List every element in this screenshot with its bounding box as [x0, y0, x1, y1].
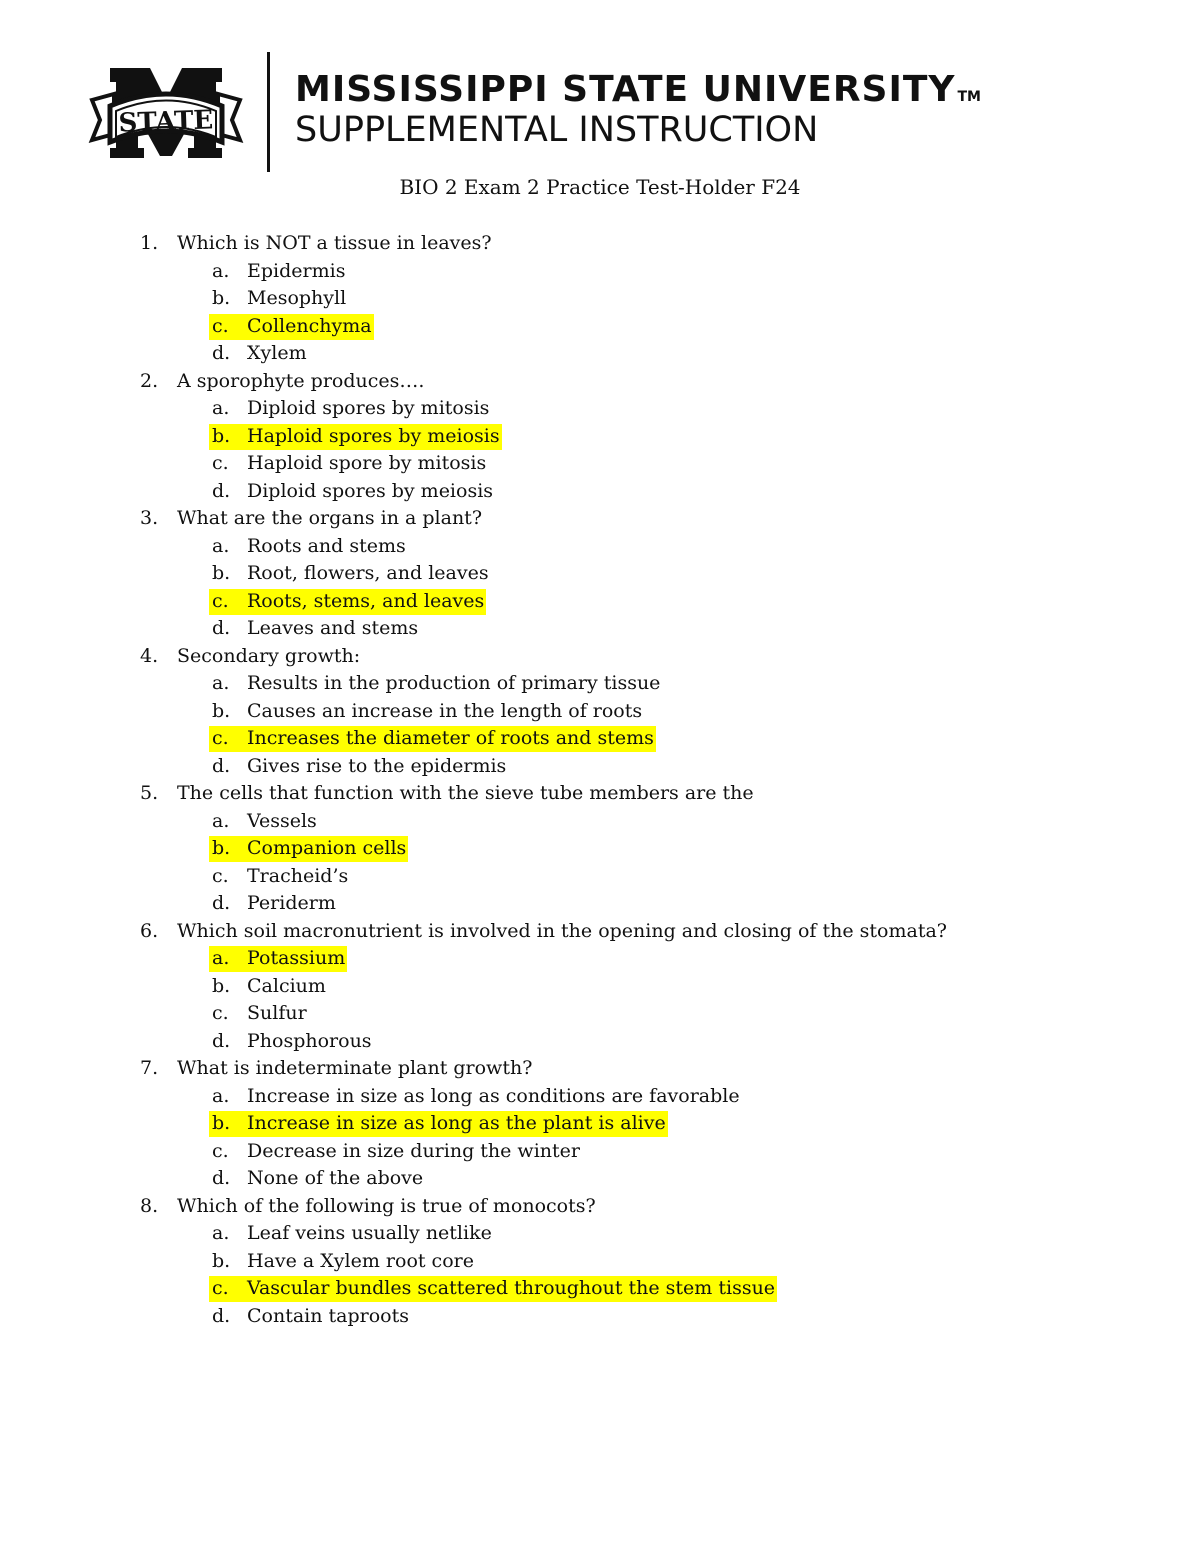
question-number: 2. — [140, 369, 159, 392]
answer-option — [0, 973, 1200, 1001]
answer-option — [0, 258, 1200, 286]
option-text: None of the above — [247, 1167, 424, 1189]
option-text: Gives rise to the epidermis — [247, 754, 507, 777]
option-text: Roots and stems — [247, 534, 406, 557]
trademark-mark: TM — [957, 89, 981, 105]
option-text: Decrease in size during the winter — [247, 1139, 580, 1162]
option-letter: a. — [212, 672, 230, 694]
option-text: Increase in size as long as the plant is alive — [247, 1112, 666, 1134]
option-letter: b. — [212, 837, 231, 859]
answer-option — [0, 340, 1200, 368]
answer-option — [0, 533, 1200, 561]
answer-option — [0, 863, 1200, 891]
option-text: Xylem — [247, 342, 307, 364]
university-name-text: MISSISSIPPI STATE UNIVERSITY — [295, 69, 956, 110]
option-text: Vessels — [247, 809, 317, 832]
question-number: 1. — [140, 232, 159, 254]
answer-option — [0, 1303, 1200, 1331]
option-letter: a. — [212, 259, 230, 282]
option-text: Calcium — [247, 974, 326, 997]
question-text: A sporophyte produces…. — [177, 369, 425, 392]
option-text: Sulfur — [247, 1002, 307, 1024]
question-2 — [0, 368, 1200, 396]
question-text: Secondary growth: — [177, 644, 361, 667]
option-letter: c. — [212, 314, 229, 337]
answer-option — [0, 450, 1200, 478]
answer-option-correct — [0, 725, 1200, 753]
question-3 — [0, 505, 1200, 533]
option-letter: a. — [212, 397, 230, 419]
option-letter: c. — [212, 864, 229, 887]
question-7 — [0, 1055, 1200, 1083]
answer-option — [0, 1248, 1200, 1276]
option-text: Haploid spore by mitosis — [247, 452, 487, 474]
answer-option — [0, 1000, 1200, 1028]
question-text: The cells that function with the sieve tube members are the — [177, 782, 754, 804]
option-text: Leaves and stems — [247, 617, 419, 639]
option-text: Have a Xylem root core — [247, 1249, 474, 1272]
option-letter: d. — [212, 479, 231, 502]
option-letter: a. — [212, 1084, 230, 1107]
question-text: Which soil macronutrient is involved in the opening and closing of the stomata? — [177, 919, 947, 942]
question-number: 3. — [140, 507, 159, 529]
option-letter: d. — [212, 1304, 231, 1327]
answer-option — [0, 1165, 1200, 1193]
question-1 — [0, 230, 1200, 258]
option-text: Potassium — [247, 947, 346, 969]
answer-option — [0, 560, 1200, 588]
question-text: What are the organs in a plant? — [177, 507, 483, 529]
question-list — [0, 230, 1200, 1330]
option-text: Increases the diameter of roots and stems — [247, 727, 654, 749]
option-text: Diploid spores by mitosis — [247, 397, 490, 419]
option-text: Periderm — [247, 892, 336, 914]
option-letter: b. — [212, 1112, 231, 1134]
option-letter: b. — [212, 562, 231, 584]
question-number: 8. — [140, 1194, 159, 1217]
answer-option — [0, 670, 1200, 698]
option-letter: d. — [212, 342, 231, 364]
option-letter: d. — [212, 892, 231, 914]
option-letter: c. — [212, 727, 229, 749]
answer-option-correct — [0, 313, 1200, 341]
option-text: Vascular bundles scattered throughout the stem tissue — [247, 1277, 776, 1299]
option-text: Roots, stems, and leaves — [247, 589, 485, 612]
option-letter: c. — [212, 1139, 229, 1162]
option-letter: c. — [212, 452, 229, 474]
option-letter: b. — [212, 974, 231, 997]
option-text: Causes an increase in the length of roots — [247, 699, 643, 722]
answer-option — [0, 698, 1200, 726]
option-text: Increase in size as long as conditions are favorable — [247, 1084, 740, 1107]
question-4 — [0, 643, 1200, 671]
option-text: Phosphorous — [247, 1029, 372, 1052]
answer-option — [0, 1083, 1200, 1111]
option-letter: a. — [212, 947, 230, 969]
answer-option-correct — [0, 1110, 1200, 1138]
question-number: 5. — [140, 782, 159, 804]
answer-option — [0, 1220, 1200, 1248]
option-text: Results in the production of primary tissue — [247, 672, 661, 694]
option-letter: d. — [212, 1167, 231, 1189]
answer-option-correct — [0, 588, 1200, 616]
question-6 — [0, 918, 1200, 946]
option-text: Contain taproots — [247, 1304, 410, 1327]
answer-option — [0, 753, 1200, 781]
logo-text: STATE — [118, 105, 214, 139]
document-title: BIO 2 Exam 2 Practice Test-Holder F24 — [399, 175, 801, 199]
answer-option-correct — [0, 945, 1200, 973]
question-number: 7. — [140, 1057, 159, 1079]
option-text: Tracheid’s — [247, 864, 349, 887]
answer-option — [0, 615, 1200, 643]
option-text: Leaf veins usually netlike — [247, 1222, 492, 1244]
option-letter: b. — [212, 424, 231, 447]
answer-option-correct — [0, 1275, 1200, 1303]
question-5 — [0, 780, 1200, 808]
program-name: SUPPLEMENTAL INSTRUCTION — [295, 110, 819, 150]
option-text: Mesophyll — [247, 287, 347, 309]
option-letter: d. — [212, 617, 231, 639]
question-8 — [0, 1193, 1200, 1221]
header-divider — [267, 52, 270, 172]
option-text: Root, flowers, and leaves — [247, 562, 489, 584]
answer-option — [0, 285, 1200, 313]
option-letter: d. — [212, 754, 231, 777]
option-letter: c. — [212, 1277, 229, 1299]
option-letter: b. — [212, 1249, 231, 1272]
option-letter: b. — [212, 287, 231, 309]
option-text: Collenchyma — [247, 314, 372, 337]
answer-option-correct — [0, 423, 1200, 451]
letterhead — [88, 50, 988, 175]
option-letter: a. — [212, 1222, 230, 1244]
option-text: Epidermis — [247, 259, 346, 282]
answer-option — [0, 808, 1200, 836]
option-letter: d. — [212, 1029, 231, 1052]
question-number: 6. — [140, 919, 159, 942]
answer-option — [0, 890, 1200, 918]
option-text: Haploid spores by meiosis — [247, 424, 500, 447]
option-text: Diploid spores by meiosis — [247, 479, 494, 502]
option-letter: c. — [212, 589, 229, 612]
question-text: What is indeterminate plant growth? — [177, 1057, 533, 1079]
option-text: Companion cells — [247, 837, 407, 859]
answer-option — [0, 478, 1200, 506]
option-letter: b. — [212, 699, 231, 722]
option-letter: c. — [212, 1002, 229, 1024]
answer-option — [0, 395, 1200, 423]
option-letter: a. — [212, 809, 230, 832]
answer-option — [0, 1138, 1200, 1166]
option-letter: a. — [212, 534, 230, 557]
answer-option-correct — [0, 835, 1200, 863]
question-text: Which of the following is true of monocots? — [177, 1194, 596, 1217]
question-text: Which is NOT a tissue in leaves? — [177, 232, 492, 254]
question-number: 4. — [140, 644, 159, 667]
answer-option — [0, 1028, 1200, 1056]
